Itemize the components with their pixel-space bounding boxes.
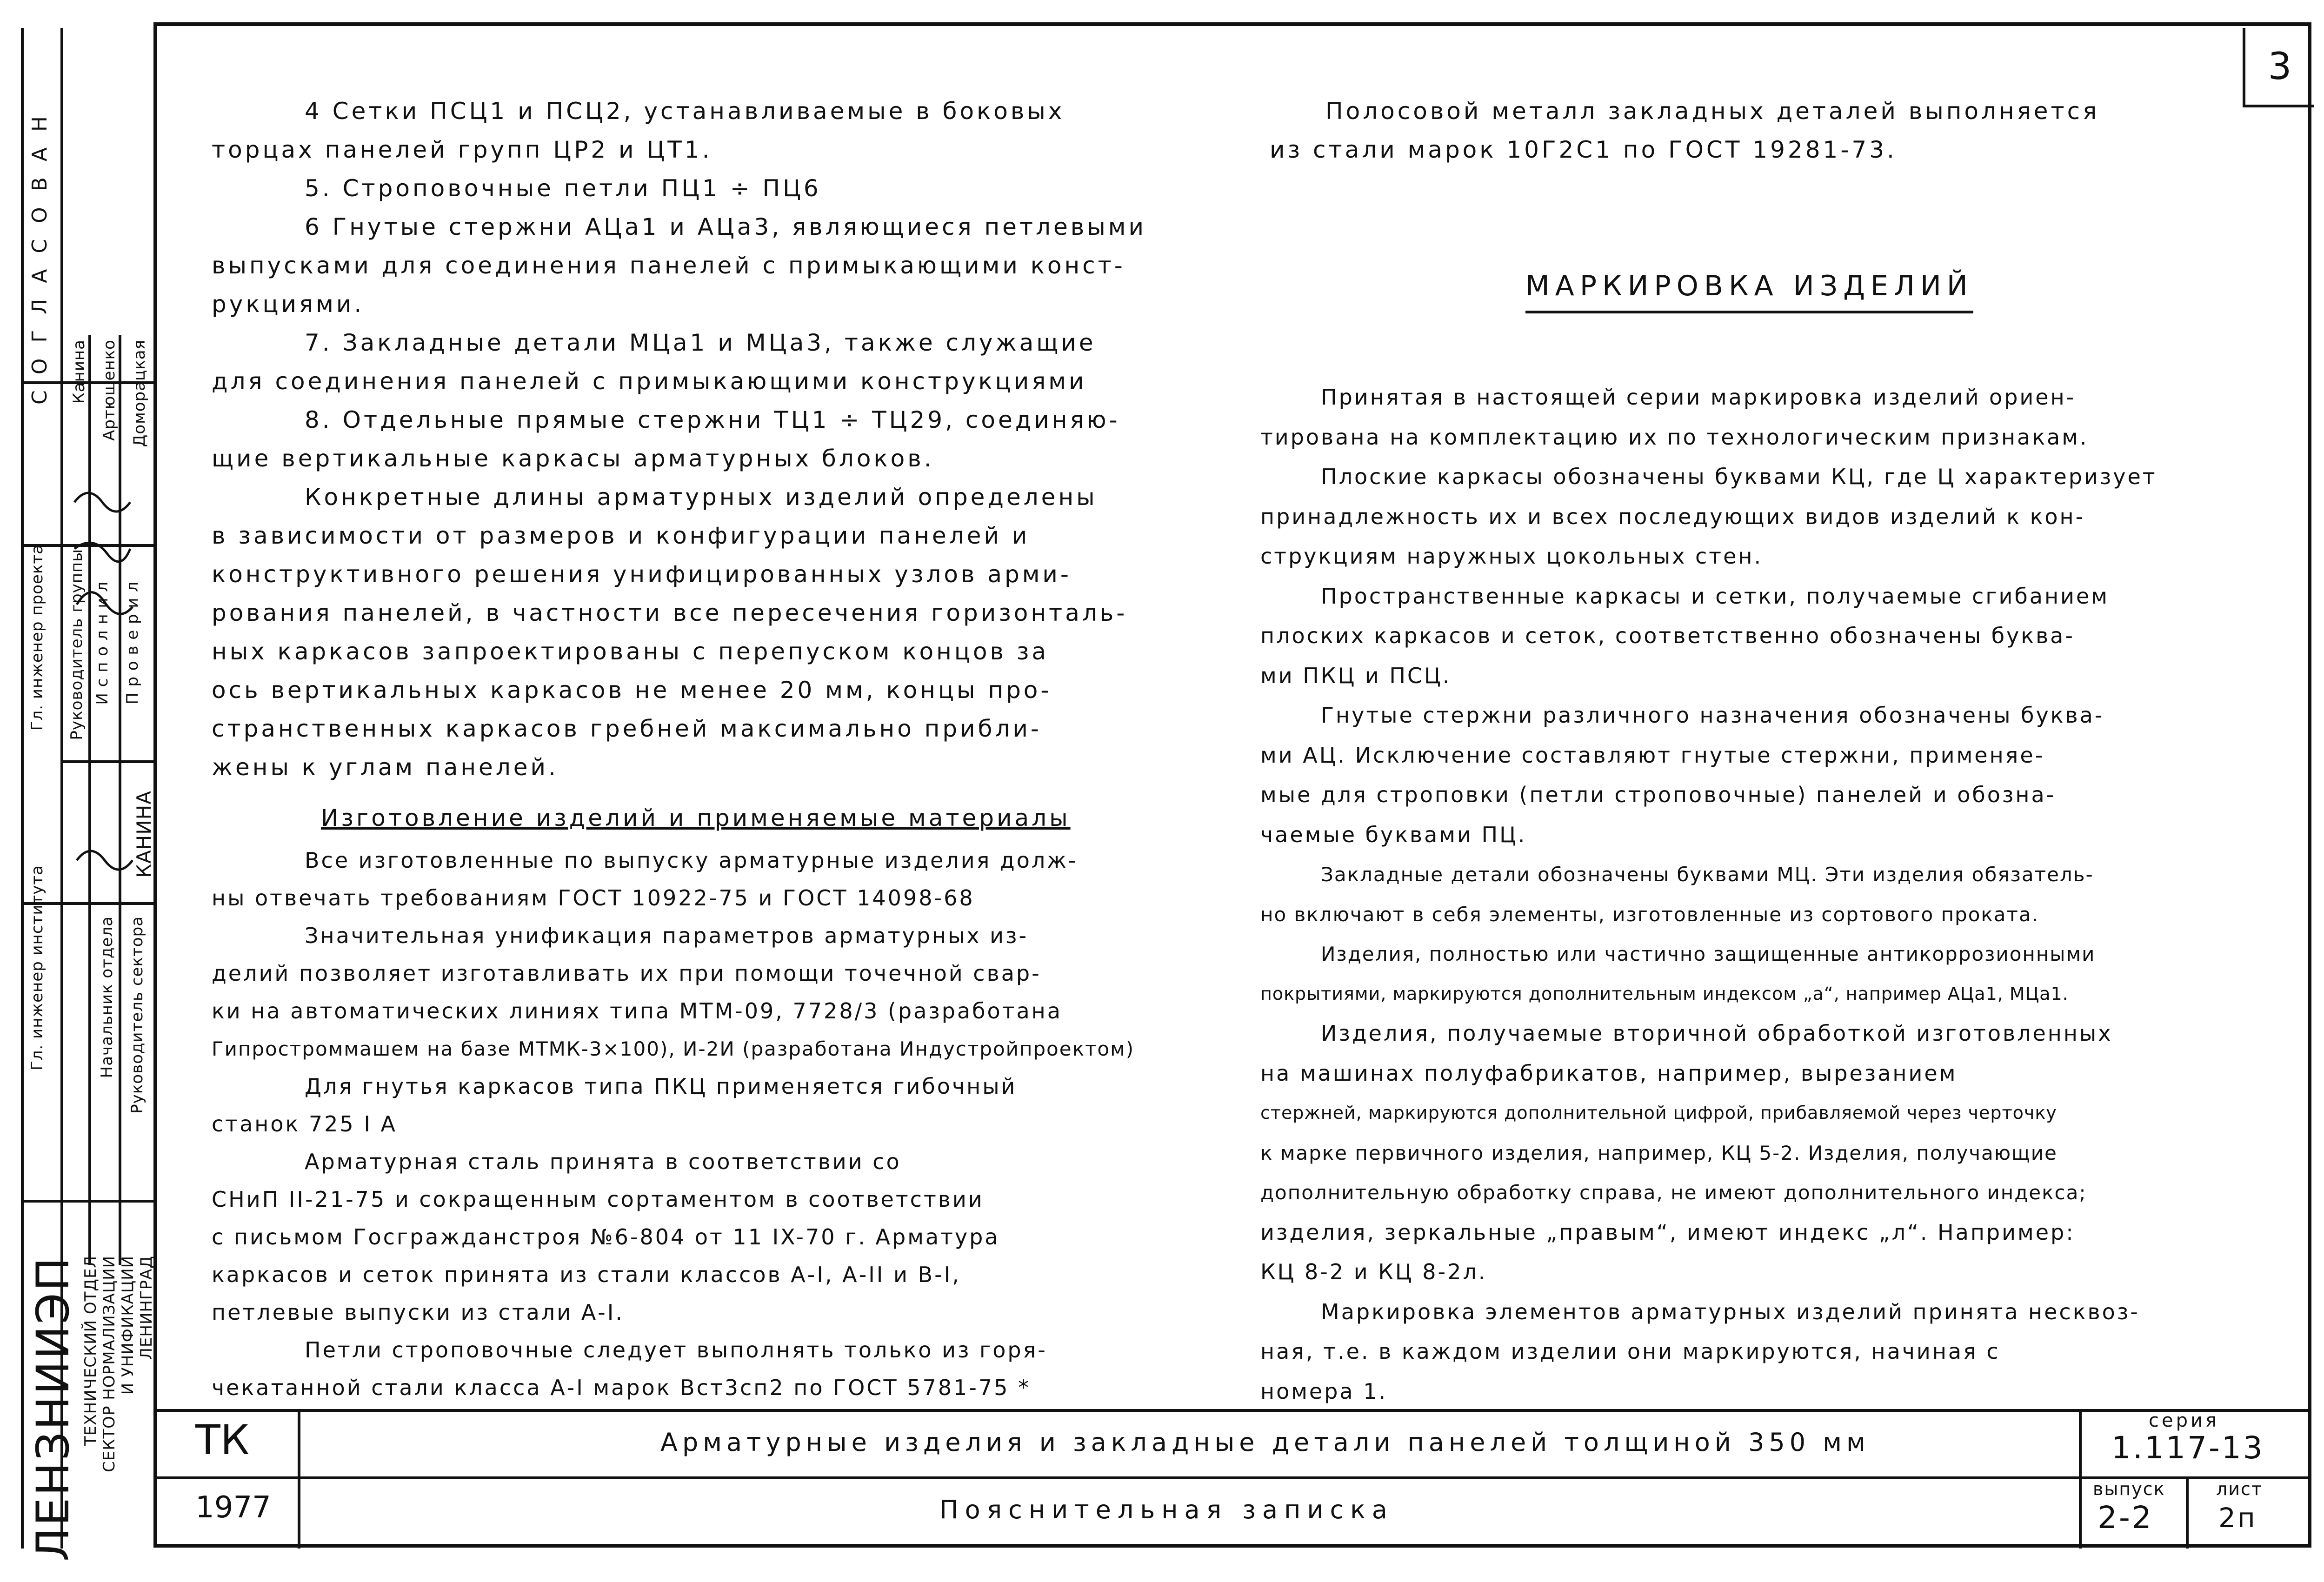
paragraph-line: мые для строповки (петли строповочные) панелей и обозна-	[1260, 782, 2056, 807]
paragraph-line: 8. Отдельные прямые стержни ТЦ1 ÷ ТЦ29, соединяю-	[305, 406, 1120, 433]
title-block-border	[153, 1476, 2311, 1479]
strip-line	[21, 28, 24, 1549]
paragraph-line: ная, т.е. в каждом изделии они маркируются, начиная с	[1260, 1339, 2000, 1364]
paragraph-line: Пространственные каркасы и сетки, получаемые сгибанием	[1321, 583, 2109, 609]
title-block-title: Арматурные изделия и закладные детали панелей толщиной 350 мм	[660, 1428, 1870, 1457]
paragraph-line: выпусками для соединения панелей с примыкающими конст-	[212, 252, 1125, 279]
paragraph-line: Гипростроммашем на базе МТМК-3×100), И-2И (разработана Индустройпроектом)	[212, 1037, 1135, 1060]
paragraph-line: ми ПКЦ и ПСЦ.	[1260, 663, 1452, 688]
right-intro	[1270, 92, 2099, 169]
paragraph-line: дополнительную обработку справа, не имеют дополнительного индекса;	[1260, 1181, 2087, 1204]
paragraph-line: ны отвечать требованиям ГОСТ 10922-75 и ГОСТ 14098-68	[212, 885, 975, 911]
paragraph-line: Закладные детали обозначены буквами МЦ. Эти изделия обязатель-	[1321, 863, 2094, 886]
role-chief-engineer-project: Гл. инженер проекта	[28, 544, 47, 731]
paragraph-line: струкциям наружных цокольных стен.	[1260, 544, 1763, 569]
title-block-subtitle: Пояснительная записка	[939, 1495, 1394, 1524]
paragraph-line: Принятая в настоящей серии маркировка изделий ориен-	[1321, 385, 2076, 410]
left-text-column-2	[212, 842, 1134, 1407]
paragraph-line: номера 1.	[1260, 1378, 1388, 1404]
paragraph-line: Полосовой металл закладных деталей выполняется	[1325, 98, 2100, 125]
department-line: СЕКТОР НОРМАЛИЗАЦИИ	[100, 1256, 119, 1472]
right-text-column	[1260, 378, 2157, 1411]
section-heading-marking: МАРКИРОВКА ИЗДЕЛИЙ	[1525, 270, 1973, 313]
paragraph-line: странственных каркасов гребней максимально прибли-	[212, 715, 1042, 742]
paragraph-line: СНиП II-21-75 и сокращенным сортаментом в соответствии	[212, 1187, 984, 1212]
paragraph-line: Значительная унификация параметров арматурных из-	[305, 923, 1029, 948]
paragraph-line: щие вертикальные каркасы арматурных блоков.	[212, 445, 934, 472]
title-block-border	[153, 1409, 2311, 1412]
title-block-border	[2186, 1476, 2189, 1549]
title-block-border	[2079, 1409, 2082, 1549]
paragraph-line: для соединения панелей с примыкающими конструкциями	[212, 368, 1087, 395]
paragraph-line: но включают в себя элементы, изготовленные из сортового проката.	[1260, 903, 2039, 926]
paragraph-line: Все изготовленные по выпуску арматурные изделия долж-	[305, 848, 1078, 873]
paragraph-line: покрытиями, маркируются дополнительным индексом „а“, например АЦа1, МЦа1.	[1260, 983, 2069, 1004]
paragraph-line: Для гнутья каркасов типа ПКЦ применяется гибочный	[305, 1074, 1017, 1099]
paragraph-line: КЦ 8-2 и КЦ 8-2л.	[1260, 1259, 1487, 1284]
institute-name: ЛЕНЗНИИЭП	[27, 1256, 79, 1562]
sheet-value: 2п	[2218, 1502, 2257, 1534]
role-head-department: Начальник отдела	[98, 916, 116, 1078]
paragraph-line: 7. Закладные детали МЦа1 и МЦа3, также служащие	[305, 329, 1096, 356]
paragraph-line: стержней, маркируются дополнительной цифрой, прибавляемой через черточку	[1260, 1103, 2057, 1123]
paragraph-line: Гнутые стержни различного назначения обозначены буква-	[1321, 703, 2104, 728]
role-chief-engineer-institute: Гл. инженер института	[28, 865, 47, 1070]
paragraph-line: 5. Строповочные петли ПЦ1 ÷ ПЦ6	[305, 175, 821, 202]
paragraph-line: каркасов и сеток принята из стали классов А-I, А-II и В-I,	[212, 1262, 961, 1287]
signer-name: Артюшенко	[100, 339, 119, 441]
title-block-year: 1977	[195, 1490, 271, 1525]
paragraph-line: чекатанной стали класса А-I марок Вст3сп2 по ГОСТ 5781-75 *	[212, 1375, 1031, 1400]
paragraph-line: Петли строповочные следует выполнять только из горя-	[305, 1337, 1047, 1363]
signer-name: Доморацкая	[130, 339, 149, 447]
department-line: И УНИФИКАЦИИ	[119, 1256, 137, 1395]
paragraph-line: в зависимости от размеров и конфигурации панелей и	[212, 522, 1030, 549]
sheet-label: лист	[2216, 1479, 2263, 1499]
paragraph-line: ки на автоматических линиях типа МТМ-09, 7728/3 (разработана	[212, 998, 1062, 1024]
paragraph-line: Плоские каркасы обозначены буквами КЦ, где Ц характеризует	[1321, 464, 2157, 489]
series-value: 1.117-13	[2111, 1430, 2264, 1466]
paragraph-line: изделия, зеркальные „правым“, имеют индекс „л“. Например:	[1260, 1219, 2075, 1245]
paragraph-line: Изделия, полностью или частично защищенные антикоррозионными	[1321, 943, 2096, 965]
role-executed: И с п о л н и л	[93, 581, 112, 705]
title-block-border	[298, 1409, 300, 1549]
agreed-stamp: С О Г Л А С О В А Н	[28, 112, 52, 405]
subheading-manufacturing: Изготовление изделий и применяемые материалы	[321, 804, 1071, 831]
paragraph-line: Конкретные длины арматурных изделий определены	[305, 484, 1098, 511]
paragraph-line: Арматурная сталь принята в соответствии со	[305, 1149, 901, 1174]
paragraph-line: из стали марок 10Г2С1 по ГОСТ 19281-73.	[1270, 136, 1897, 163]
paragraph-line: делий позволяет изготавливать их при помощи точечной свар-	[212, 961, 1041, 986]
strip-line	[21, 1200, 156, 1203]
role-group-leader: Руководитель группы	[67, 549, 86, 740]
paragraph-line: тирована на комплектацию их по технологическим признакам.	[1260, 424, 2089, 450]
left-text-column	[212, 92, 1146, 787]
series-label: серия	[2149, 1410, 2220, 1431]
paragraph-line: ных каркасов запроектированы с перепуском концов за	[212, 638, 1049, 665]
paragraph-line: рования панелей, в частности все пересечения горизонталь-	[212, 599, 1128, 626]
department-line: ТЕХНИЧЕСКИЙ ОТДЕЛ	[81, 1256, 100, 1446]
role-checked: П р о в е р и л	[123, 581, 142, 705]
paragraph-line: конструктивного решения унифицированных узлов арми-	[212, 561, 1072, 588]
signer-name: КАНИНА	[133, 791, 155, 878]
paragraph-line: жены к углам панелей.	[212, 754, 559, 781]
paragraph-line: к марке первичного изделия, например, КЦ 5-2. Изделия, получающие	[1260, 1141, 2058, 1164]
paragraph-line: петлевые выпуски из стали А-I.	[212, 1300, 624, 1325]
paragraph-line: с письмом Госгражданстроя №6-804 от 11 IX-70 г. Арматура	[212, 1224, 1000, 1250]
paragraph-line: рукциями.	[212, 291, 365, 318]
paragraph-line: торцах панелей групп ЦР2 и ЦТ1.	[212, 136, 713, 163]
paragraph-line: принадлежность их и всех последующих видов изделий к кон-	[1260, 504, 2085, 529]
issue-label: выпуск	[2093, 1479, 2165, 1499]
paragraph-line: Изделия, получаемые вторичной обработкой изготовленных	[1321, 1021, 2113, 1046]
paragraph-line: чаемые буквами ПЦ.	[1260, 822, 1527, 847]
department-line: ЛЕНИНГРАД	[137, 1256, 156, 1360]
paragraph-line: 4 Сетки ПСЦ1 и ПСЦ2, устанавливаемые в боковых	[305, 98, 1065, 125]
paragraph-line: на машинах полуфабрикатов, например, вырезанием	[1260, 1060, 1958, 1086]
paragraph-line: плоских каркасов и сеток, соответственно обозначены буква-	[1260, 623, 2075, 648]
paragraph-line: ось вертикальных каркасов не менее 20 мм, концы про-	[212, 677, 1052, 704]
paragraph-line: станок 725 I А	[212, 1111, 397, 1137]
issue-value: 2-2	[2098, 1500, 2153, 1535]
paragraph-line: ми АЦ. Исключение составляют гнутые стержни, применяе-	[1260, 742, 2045, 768]
signer-name: Канина	[70, 339, 88, 404]
paragraph-line: Маркировка элементов арматурных изделий принята несквоз-	[1321, 1299, 2140, 1324]
signatures	[65, 465, 149, 884]
role-sector-head: Руководитель сектора	[128, 916, 146, 1114]
paragraph-line: 6 Гнутые стержни АЦа1 и АЦа3, являющиеся петлевыми	[305, 213, 1146, 240]
title-block-code: ТК	[195, 1416, 250, 1464]
sheet-number: 3	[2243, 28, 2314, 107]
